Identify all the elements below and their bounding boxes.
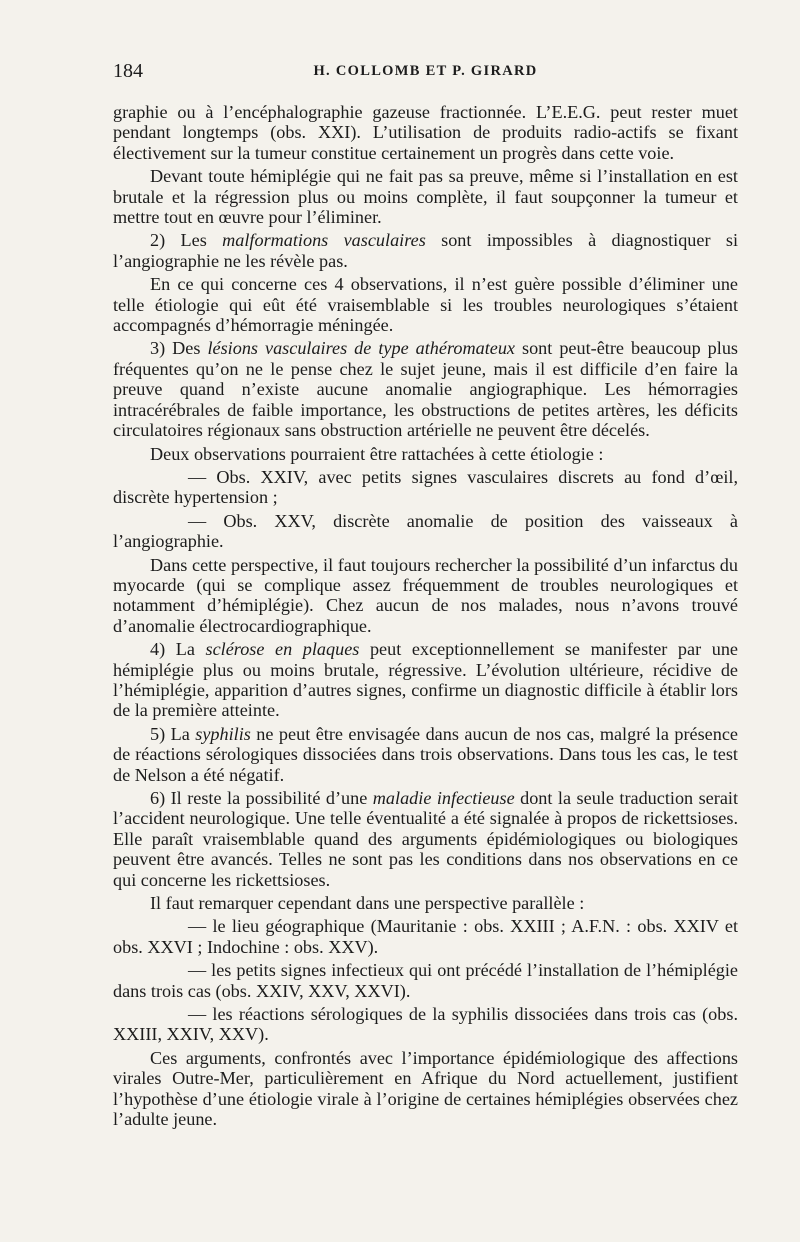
text-run: — Obs. XXIV, avec petits signes vasculaires discrets au fond d’œil, discrète hypertension ; <box>113 466 738 508</box>
paragraph <box>113 555 738 637</box>
paragraph <box>113 444 738 464</box>
page-number: 184 <box>113 60 143 82</box>
italic-term: malformations vasculaires <box>222 230 426 251</box>
paragraph <box>113 274 738 335</box>
paragraph <box>113 788 738 890</box>
text-run: — les petits signes infectieux qui ont précédé l’installation de l’hémiplégie dans trois cas (obs. XXIV, XXV, XXVI). <box>113 960 738 1001</box>
text-run: dont la seule traduction serait l’accident neurologique. Une telle éventualité a été signalée à propos de rickettsioses. Elle paraît vraisemblable quand des arguments épidémiologiques ou biologiques peuvent être avancés. Telles ne sont pas les conditions dans nos observations en ce qui concerne les rickettsioses. <box>113 788 738 890</box>
list-item <box>113 467 738 508</box>
text-run: ne peut être envisagée dans aucun de nos cas, malgré la présence de réactions sérologiques dissociées dans trois observations. Dans tous les cas, le test de Nelson a été négatif. <box>113 723 738 785</box>
list-item <box>113 960 738 1001</box>
text-run: Deux observations pourraient être rattachées à cette étiologie : <box>150 443 604 464</box>
body-text <box>113 102 738 1130</box>
paragraph <box>113 1048 738 1130</box>
paragraph <box>113 166 738 227</box>
text-run: peut exceptionnellement se manifester par une hémiplégie plus ou moins brutale, régressive. L’évolution ultérieure, récidive de l’hémiplégie, apparition d’autres signes, confirme un diagnostic difficile à établir lors de la première atteinte. <box>113 639 738 721</box>
text-run: graphie ou à l’encéphalographie gazeuse fractionnée. L’E.E.G. peut rester muet pendant longtemps (obs. XXI). L’utilisation de produits radio-actifs se fixant électivement sur la tumeur constitue certainement un progrès dans cette voie. <box>113 102 738 163</box>
text-run: 3) Des <box>150 338 208 359</box>
text-run: sont peut-être beaucoup plus fréquentes qu’on ne le pense chez le sujet jeune, mais il est difficile d’en faire la preuve quand n’existe aucune anomalie angiographique. Les hémorragies intracérébrales de faible importance, les obstructions de petites artères, les déficits circulatoires régionaux sans obstruction artérielle ne peuvent être décelés. <box>113 338 738 441</box>
text-run: 6) Il reste la possibilité d’une <box>150 788 373 808</box>
text-run: — Obs. XXV, discrète anomalie de position des vaisseaux à l’angiographie. <box>113 510 738 552</box>
italic-term: syphilis <box>195 723 251 744</box>
paragraph <box>113 639 738 721</box>
text-run: 5) La <box>150 723 196 744</box>
italic-term: sclérose en plaques <box>205 639 360 660</box>
text-run: Ces arguments, confrontés avec l’importance épidémiologique des affections virales Outre-Mer, particulièrement en Afrique du Nord actuellement, justifient l’hypothèse d’une étiologie virale à l’origine de certaines hémiplégies observées chez l’adulte jeune. <box>113 1047 738 1130</box>
italic-term: maladie infectieuse <box>372 788 515 808</box>
text-run: En ce qui concerne ces 4 observations, il n’est guère possible d’éliminer une telle étiologie qui eût été vraisemblable si les troubles neurologiques s’étaient accompagnés d’hémorragie méningée. <box>113 274 738 336</box>
list-item <box>113 916 738 957</box>
paragraph <box>113 230 738 271</box>
italic-term: lésions vasculaires de type athéromateux <box>207 338 515 359</box>
paragraph <box>113 893 738 913</box>
paragraph <box>113 102 738 163</box>
text-run: 2) Les <box>150 230 223 251</box>
paragraph <box>113 724 738 785</box>
text-run: — les réactions sérologiques de la syphilis dissociées dans trois cas (obs. XXIII, XXIV, XXV). <box>113 1004 738 1045</box>
text-run: Devant toute hémiplégie qui ne fait pas sa preuve, même si l’installation en est brutale et la régression plus ou moins complète, il faut soupçonner la tumeur et mettre tout en œuvre pour l’éliminer. <box>113 166 738 228</box>
text-run: Dans cette perspective, il faut toujours rechercher la possibilité d’un infarctus du myocarde (qui se complique assez fréquemment de troubles neurologiques et notamment d’hémiplégie). Chez aucun de nos malades, nous n’avons trouvé d’anomalie électrocardiographique. <box>113 554 738 636</box>
text-run: sont impossibles à diagnostiquer si l’angiographie ne les révèle pas. <box>113 230 738 271</box>
paragraph <box>113 338 738 440</box>
text-run: — le lieu géographique (Mauritanie : obs. XXIII ; A.F.N. : obs. XXIV et obs. XXVI ; Indochine : obs. XXV). <box>113 916 738 957</box>
text-run: 4) La <box>150 639 206 660</box>
list-item <box>113 511 738 552</box>
page-header <box>113 60 738 84</box>
text-run: Il faut remarquer cependant dans une perspective parallèle : <box>150 893 585 914</box>
running-head: H. COLLOMB ET P. GIRARD <box>313 63 538 79</box>
list-item <box>113 1004 738 1045</box>
